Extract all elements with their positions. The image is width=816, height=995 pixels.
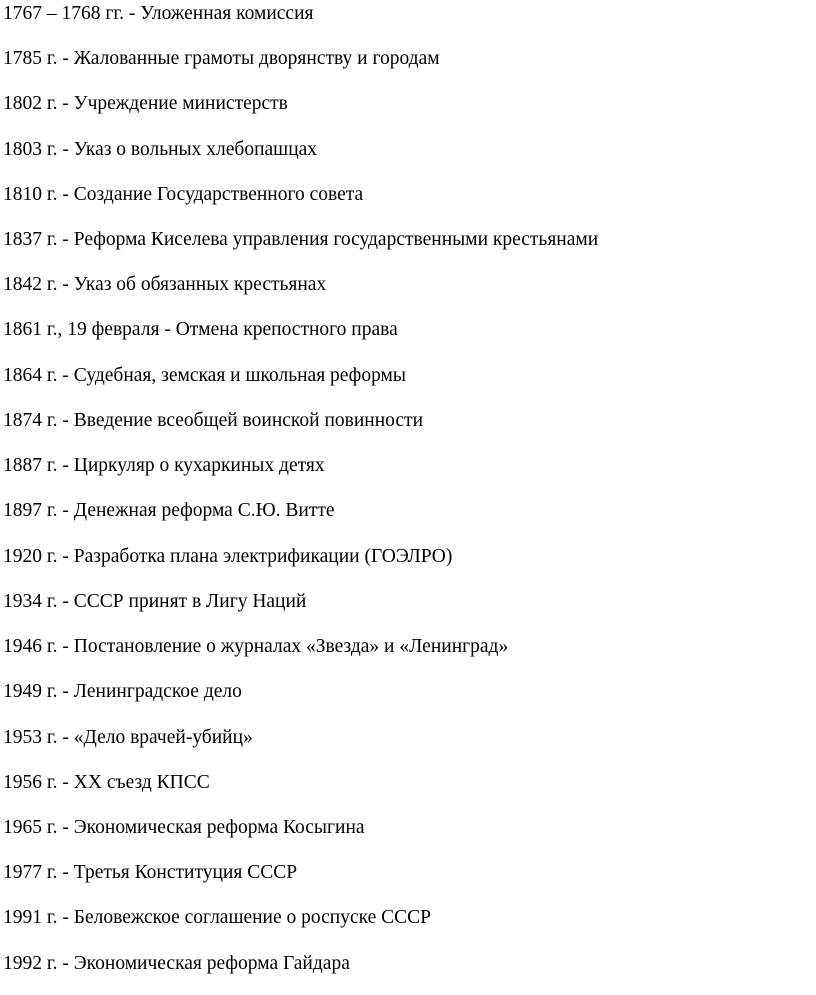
- chronology-entry: 1767 – 1768 гг. - Уложенная комиссия: [3, 3, 314, 24]
- chronology-entry: 1837 г. - Реформа Киселева управления государственными крестьянами: [3, 229, 599, 250]
- chronology-entry: 1934 г. - СССР принят в Лигу Наций: [3, 591, 307, 612]
- chronology-entry: 1965 г. - Экономическая реформа Косыгина: [3, 817, 365, 838]
- chronology-entry: 1897 г. - Денежная реформа С.Ю. Витте: [3, 500, 335, 521]
- chronology-entry: 1991 г. - Беловежское соглашение о роспуске СССР: [3, 907, 432, 928]
- chronology-entry: 1953 г. - «Дело врачей-убийц»: [3, 727, 253, 748]
- chronology-entry: 1949 г. - Ленинградское дело: [3, 681, 242, 702]
- chronology-entry: 1977 г. - Третья Конституция СССР: [3, 862, 298, 883]
- chronology-entry: 1920 г. - Разработка плана электрификации (ГОЭЛРО): [3, 546, 453, 567]
- chronology-entry: 1887 г. - Циркуляр о кухаркиных детях: [3, 455, 325, 476]
- chronology-entry: 1864 г. - Судебная, земская и школьная реформы: [3, 365, 406, 386]
- chronology-entry: 1861 г., 19 февраля - Отмена крепостного права: [3, 319, 398, 340]
- chronology-entry: 1842 г. - Указ об обязанных крестьянах: [3, 274, 327, 295]
- chronology-entry: 1956 г. - XX съезд КПСС: [3, 772, 210, 793]
- chronology-entry: 1785 г. - Жалованные грамоты дворянству и городам: [3, 48, 440, 69]
- chronology-entry: 1802 г. - Учреждение министерств: [3, 93, 288, 114]
- chronology-entry: 1803 г. - Указ о вольных хлебопашцах: [3, 139, 318, 160]
- chronology-entry: 1992 г. - Экономическая реформа Гайдара: [3, 953, 350, 974]
- chronology-entry: 1810 г. - Создание Государственного совета: [3, 184, 364, 205]
- chronology-entry: 1874 г. - Введение всеобщей воинской повинности: [3, 410, 424, 431]
- chronology-entry: 1946 г. - Постановление о журналах «Звезда» и «Ленинград»: [3, 636, 509, 657]
